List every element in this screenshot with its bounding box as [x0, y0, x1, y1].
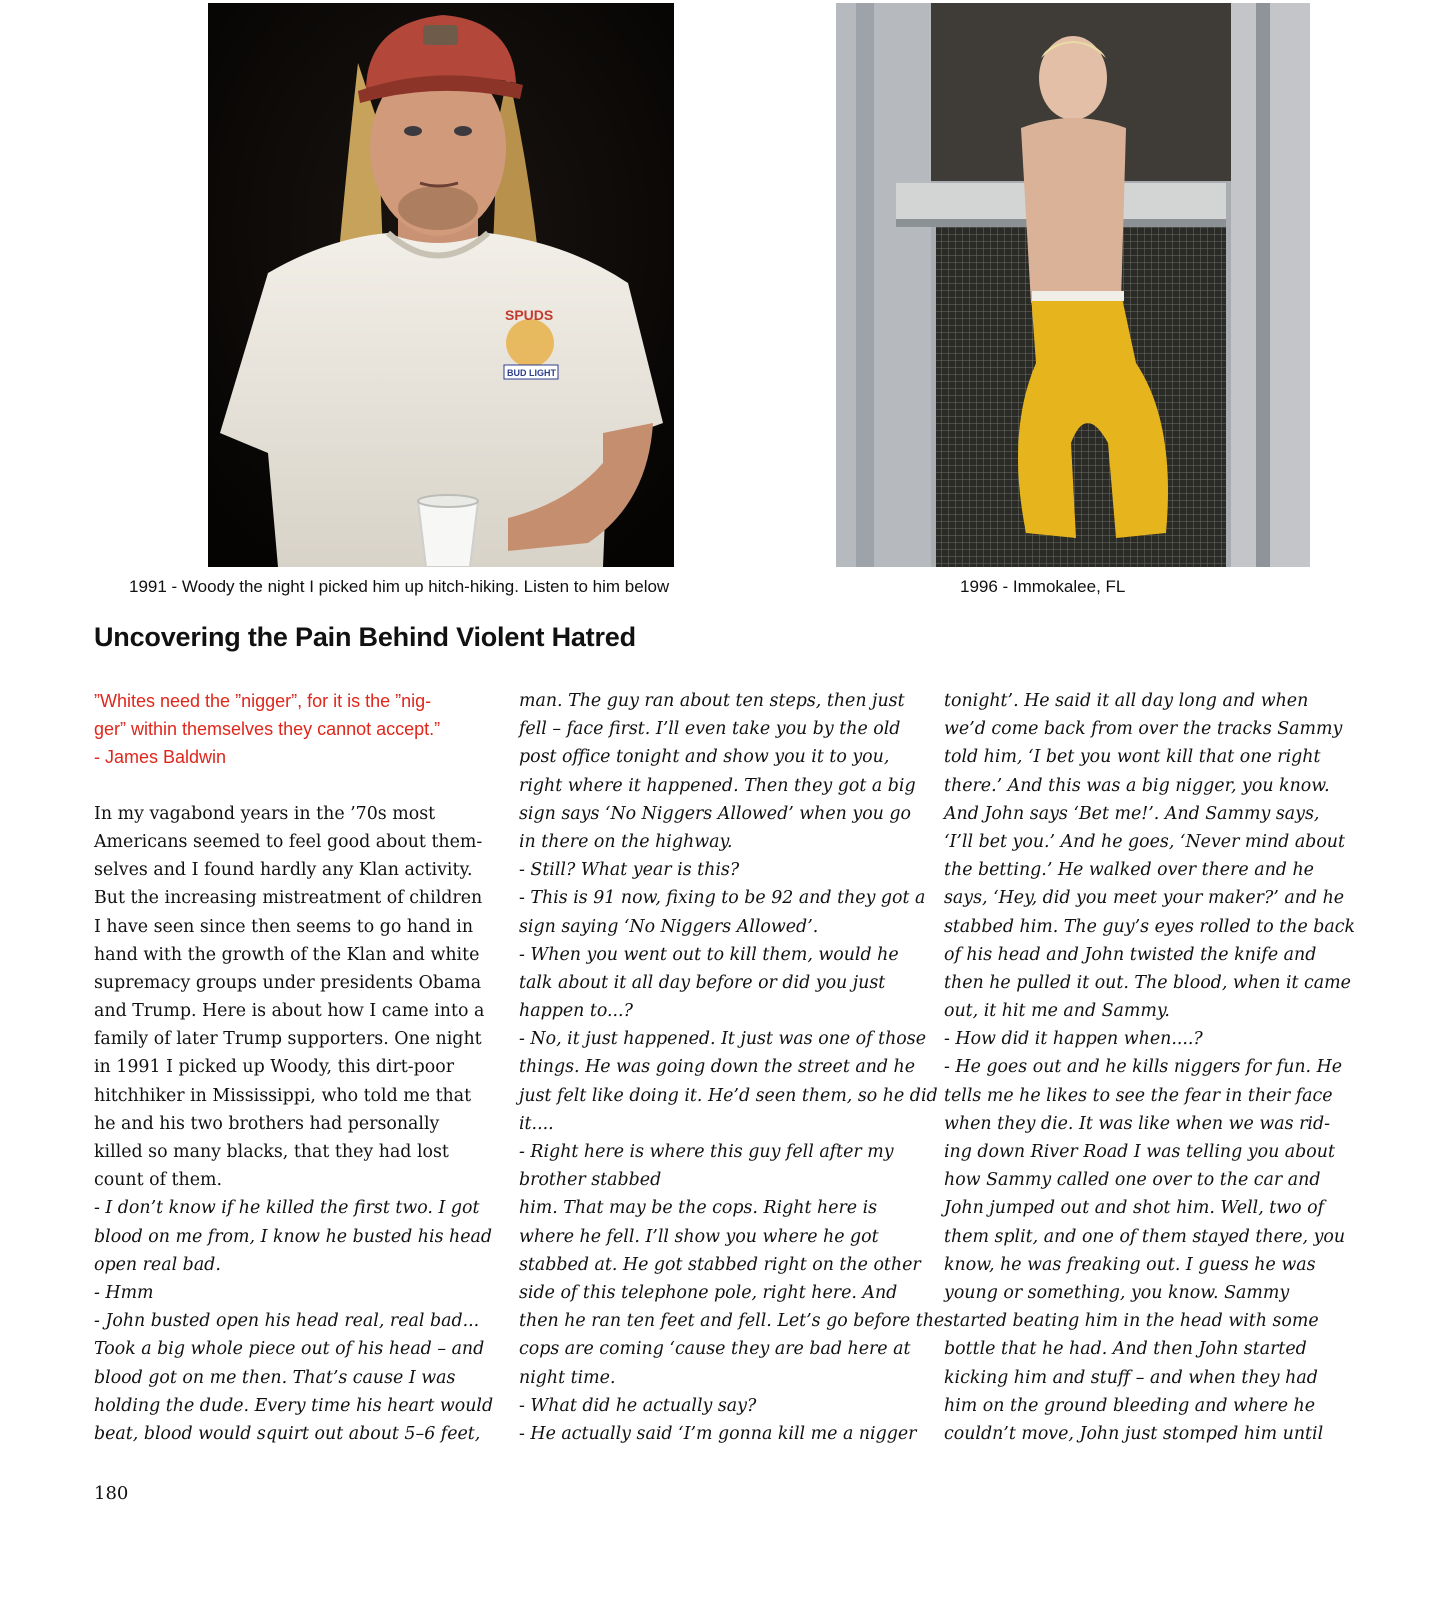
interview-line: - Hmm: [94, 1282, 154, 1303]
interview-line: - How did it happen when....?: [944, 1029, 1203, 1050]
interview-line: bottle that he had. And then John started: [944, 1339, 1307, 1360]
interview-line: beat, blood would squirt out about 5–6 feet,: [94, 1423, 481, 1444]
interview-line: told him, ‘I bet you wont kill that one right: [944, 747, 1321, 768]
interview-text: [94, 1194, 494, 1448]
text-line: he and his two brothers had personally: [94, 1113, 440, 1134]
interview-line: couldn’t move, John just stomped him until: [944, 1423, 1324, 1444]
interview-line: when they die. It was like when we was rid-: [944, 1113, 1330, 1134]
text-column-3: [944, 687, 1356, 1448]
interview-line: open real bad.: [94, 1254, 221, 1275]
interview-line: - He goes out and he kills niggers for fun. He: [944, 1057, 1343, 1078]
text-line: selves and I found hardly any Klan activity.: [94, 860, 473, 881]
interview-line: the betting.’ He walked over there and he: [944, 860, 1314, 881]
interview-line: - What did he actually say?: [519, 1395, 757, 1416]
interview-line: ing down River Road I was telling you about: [944, 1142, 1335, 1162]
interview-line: - Right here is where this guy fell after my: [519, 1142, 894, 1162]
interview-line: them split, and one of them stayed there, you: [944, 1226, 1346, 1247]
interview-line: know, he was freaking out. I guess he was: [944, 1254, 1316, 1275]
text-line: hitchhiker in Mississippi, who told me that: [94, 1085, 472, 1106]
interview-line: then he pulled it out. The blood, when it came: [944, 972, 1351, 993]
interview-line: him. That may be the cops. Right here is: [519, 1198, 878, 1219]
photo-caption-woody: 1991 - Woody the night I picked him up hitch-hiking. Listen to him below: [129, 577, 670, 596]
text-line: and Trump. Here is about how I came into a: [94, 1001, 485, 1022]
page-number: 180: [94, 1483, 129, 1504]
interview-line: there.’ And this was a big nigger, you know.: [944, 775, 1330, 796]
interview-line: sign saying ‘No Niggers Allowed’.: [519, 916, 819, 937]
interview-line: where he fell. I’ll show you where he got: [519, 1226, 879, 1247]
text-line: But the increasing mistreatment of children: [94, 888, 483, 909]
interview-line: how Sammy called one over to the car and: [944, 1170, 1321, 1191]
interview-line: brother stabbed: [519, 1170, 662, 1191]
interview-line: sign says ‘No Niggers Allowed’ when you go: [519, 803, 912, 824]
interview-line: - When you went out to kill them, would he: [519, 944, 899, 965]
interview-line: in there on the highway.: [519, 831, 733, 852]
interview-line: just felt like doing it. He’d seen them, so he did: [519, 1085, 938, 1106]
interview-line: Took a big whole piece out of his head – and: [94, 1339, 485, 1360]
interview-line: tells me he likes to see the fear in their face: [944, 1085, 1333, 1106]
interview-line: man. The guy ran about ten steps, then just: [519, 691, 905, 711]
interview-line: young or something, you know. Sammy: [944, 1282, 1290, 1303]
interview-line: then he ran ten feet and fell. Let’s go before the: [519, 1311, 945, 1332]
interview-line: happen to...?: [519, 1001, 633, 1022]
text-column-1: [94, 687, 494, 1448]
intro-paragraph: [94, 800, 494, 1195]
interview-line: says, ‘Hey, did you meet your maker?’ and he: [944, 888, 1345, 909]
interview-line: we’d come back from over the tracks Sammy: [944, 719, 1343, 740]
article-title: Uncovering the Pain Behind Violent Hatred: [94, 622, 636, 652]
text-line: Americans seemed to feel good about them-: [94, 831, 483, 852]
text-line: supremacy groups under presidents Obama: [94, 972, 482, 993]
interview-line: - He actually said ‘I’m gonna kill me a nigger: [519, 1423, 917, 1444]
interview-line: things. He was going down the street and he: [519, 1057, 916, 1078]
shirt-logo-text: SPUDS: [505, 307, 554, 323]
photo-woody-illustration: [208, 3, 674, 567]
interview-line: stabbed him. The guy’s eyes rolled to the back: [944, 916, 1356, 937]
text-line: family of later Trump supporters. One night: [94, 1029, 482, 1050]
interview-line: kicking him and stuff – and when they had: [944, 1367, 1318, 1388]
interview-line: talk about it all day before or did you just: [519, 972, 886, 993]
interview-line: John jumped out and shot him. Well, two of: [944, 1198, 1325, 1219]
interview-line: holding the dude. Every time his heart would: [94, 1395, 494, 1416]
text-line: count of them.: [94, 1170, 223, 1191]
interview-line: it....: [519, 1113, 554, 1134]
photo-caption-immokalee: 1996 - Immokalee, FL: [960, 577, 1126, 596]
text-line: I have seen since then seems to go hand in: [94, 916, 474, 937]
photo-immokalee-illustration: [836, 3, 1310, 567]
text-line: killed so many blacks, that they had lost: [94, 1142, 449, 1162]
interview-line: cops are coming ‘cause they are bad here at: [519, 1339, 911, 1360]
photo-immokalee: [836, 3, 1310, 567]
photo-woody: [208, 3, 674, 567]
interview-line: fell – face first. I’ll even take you by the old: [519, 719, 901, 740]
interview-line: him on the ground bleeding and where he: [944, 1395, 1316, 1416]
interview-line: blood on me from, I know he busted his head: [94, 1226, 493, 1247]
quote-attribution: - James Baldwin: [94, 747, 227, 768]
interview-line: - I don’t know if he killed the first two. I got: [94, 1198, 480, 1219]
text-line: hand with the growth of the Klan and white: [94, 944, 480, 965]
interview-line: of his head and John twisted the knife and: [944, 944, 1317, 965]
interview-line: - No, it just happened. It just was one of those: [519, 1029, 926, 1050]
quote-line: ger” within themselves they cannot accept.”: [94, 719, 441, 740]
interview-line: - John busted open his head real, real bad...: [94, 1311, 480, 1332]
interview-line: ‘I’ll bet you.’ And he goes, ‘Never mind about: [944, 831, 1345, 852]
text-line: in 1991 I picked up Woody, this dirt-poor: [94, 1057, 455, 1078]
shirt-logo-sub-text: BUD LIGHT: [507, 368, 556, 378]
interview-line: out, it hit me and Sammy.: [944, 1001, 1170, 1022]
interview-line: night time.: [519, 1367, 616, 1388]
interview-line: side of this telephone pole, right here. And: [519, 1282, 898, 1303]
interview-line: - Still? What year is this?: [519, 860, 740, 881]
interview-line: started beating him in the head with some: [944, 1311, 1319, 1332]
interview-line: stabbed at. He got stabbed right on the other: [519, 1254, 921, 1275]
interview-line: right where it happened. Then they got a big: [519, 775, 916, 796]
interview-line: post office tonight and show you it to you,: [519, 747, 890, 768]
interview-line: - This is 91 now, fixing to be 92 and they got a: [519, 888, 926, 909]
quote-line: ”Whites need the ”nigger”, for it is the ”nig-: [94, 691, 432, 711]
interview-line: blood got on me then. That’s cause I was: [94, 1367, 456, 1388]
text-column-2: [519, 687, 945, 1448]
interview-line: And John says ‘Bet me!’. And Sammy says,: [944, 803, 1320, 824]
text-line: In my vagabond years in the ’70s most: [94, 803, 436, 824]
interview-line: tonight’. He said it all day long and when: [944, 691, 1309, 711]
baldwin-quote: [94, 687, 494, 772]
